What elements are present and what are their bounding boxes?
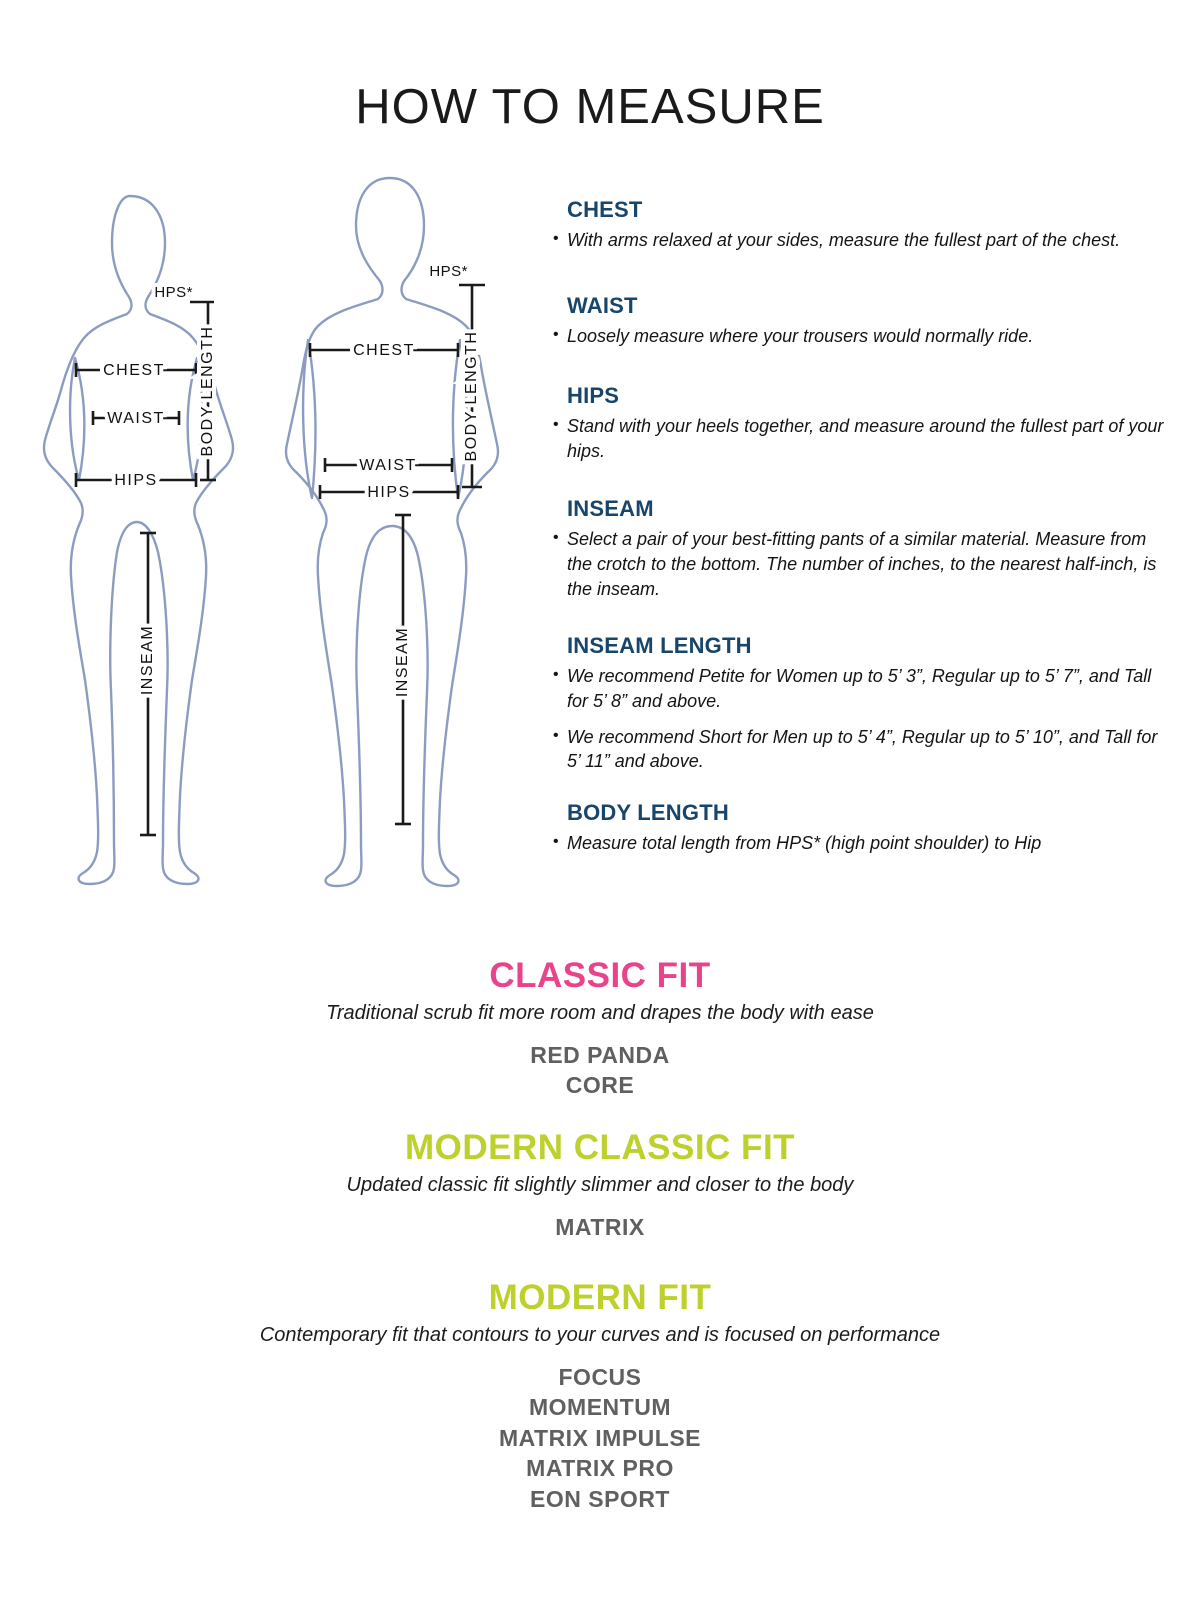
fit-product: MATRIX PRO — [526, 1455, 674, 1482]
section-bullet: • Select a pair of your best-fitting pants of a similar material. Measure from the crotch to the bottom. The number of inches, to the nearest half-inch, is the inseam. — [551, 527, 1173, 601]
fit-product-list — [0, 1362, 1200, 1515]
male-measure-lines — [310, 285, 485, 824]
section-inseam — [551, 496, 1173, 601]
section-bullet: • Stand with your heels together, and measure around the fullest part of your hips. — [551, 414, 1173, 464]
section-bullet: • Measure total length from HPS* (high point shoulder) to Hip — [551, 831, 1173, 856]
male-inseam-label: INSEAM — [394, 626, 412, 698]
female-inseam-label: INSEAM — [139, 624, 157, 696]
male-waist-label: WAIST — [359, 457, 417, 475]
fit-description: Traditional scrub fit more room and drapes the body with ease — [326, 1001, 874, 1024]
page-title: HOW TO MEASURE — [355, 79, 825, 134]
fit-block-modern — [0, 1280, 1200, 1515]
female-body-outline — [44, 196, 233, 884]
section-bullet: • Loosely measure where your trousers would normally ride. — [551, 324, 1173, 349]
female-waist-label: WAIST — [107, 410, 165, 428]
fit-product: FOCUS — [558, 1363, 642, 1390]
section-bullet: • With arms relaxed at your sides, measure the fullest part of the chest. — [551, 228, 1173, 253]
section-inseam-length — [551, 633, 1173, 774]
male-hps-label: HPS* — [429, 262, 468, 280]
fit-product: EON SPORT — [530, 1486, 670, 1513]
fit-block-modern-classic — [0, 1130, 1200, 1242]
fit-product-list — [0, 1040, 1200, 1101]
fit-product: MATRIX — [555, 1213, 645, 1240]
female-chest-label: CHEST — [103, 362, 165, 380]
female-hps-label: HPS* — [154, 283, 193, 301]
section-heading: INSEAM — [567, 496, 654, 521]
section-waist — [551, 293, 1173, 349]
female-measure-lines — [76, 302, 216, 835]
female-hips-label: HIPS — [114, 472, 158, 490]
section-heading: BODY LENGTH — [567, 800, 729, 825]
fit-product: MOMENTUM — [529, 1394, 671, 1421]
fit-product: CORE — [565, 1072, 635, 1099]
male-body-length-label: BODY LENGTH — [463, 330, 481, 462]
female-body-length-label: BODY LENGTH — [199, 325, 217, 457]
measurement-diagram — [0, 170, 560, 900]
section-body-length — [551, 800, 1173, 856]
section-heading: HIPS — [567, 383, 620, 408]
section-heading: INSEAM LENGTH — [567, 633, 752, 658]
section-heading: WAIST — [567, 293, 638, 318]
fit-name: CLASSIC FIT — [489, 956, 711, 995]
section-bullet: • We recommend Short for Men up to 5’ 4”, Regular up to 5’ 10”, and Tall for 5’ 11” and above. — [551, 725, 1173, 775]
fit-block-classic — [0, 958, 1200, 1101]
fit-product: MATRIX IMPULSE — [498, 1424, 702, 1451]
fit-description: Contemporary fit that contours to your curves and is focused on performance — [259, 1323, 941, 1346]
fit-description: Updated classic fit slightly slimmer and closer to the body — [346, 1173, 854, 1196]
fit-product: RED PANDA — [530, 1041, 670, 1068]
section-heading: CHEST — [567, 197, 643, 222]
section-bullet: • We recommend Petite for Women up to 5’ 3”, Regular up to 5’ 7”, and Tall for 5’ 8” and above. — [551, 664, 1173, 714]
female-figure-outline — [44, 196, 233, 884]
male-arm-gap-left — [303, 340, 315, 498]
fit-name: MODERN CLASSIC FIT — [404, 1128, 796, 1167]
section-chest — [551, 197, 1173, 253]
male-chest-label: CHEST — [353, 342, 415, 360]
fit-product-list — [0, 1212, 1200, 1243]
section-hips — [551, 383, 1173, 464]
male-hips-label: HIPS — [367, 484, 411, 502]
fit-name: MODERN FIT — [488, 1278, 712, 1317]
